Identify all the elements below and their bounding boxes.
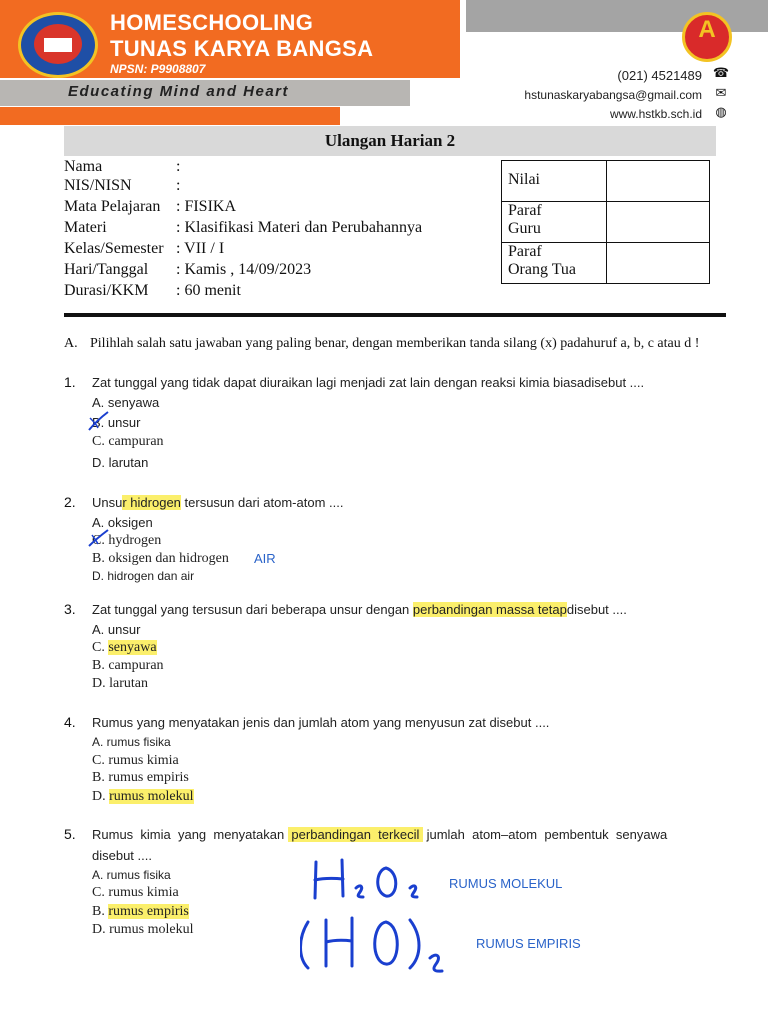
score-box-nilai (607, 161, 710, 202)
question-number: 3. (64, 601, 76, 617)
question-number: 4. (64, 714, 76, 730)
field-value: : 60 menit (176, 282, 241, 299)
npsn: NPSN: P9908807 (110, 62, 206, 76)
field-label: Hari/Tanggal (64, 261, 149, 278)
question-number: 5. (64, 826, 76, 842)
formula-h2o2 (315, 860, 417, 898)
mail-icon: ✉ (715, 86, 727, 101)
school-motto: Educating Mind and Heart (68, 83, 290, 100)
option: B. unsur (92, 415, 141, 430)
field-value: : Klasifikasi Materi dan Perubahannya (176, 219, 423, 236)
option: B. oksigen dan hidrogen (92, 551, 229, 566)
header-orange-strip (0, 107, 340, 125)
score-label-paraf-guru: Paraf Guru (502, 202, 607, 243)
answer-cross-mark (86, 528, 112, 550)
question-text: Zat tunggal yang tidak dapat diuraikan lagi menjadi zat lain dengan reaksi kimia biasadisebut .... (92, 375, 645, 390)
option: A. rumus fisika (92, 735, 171, 749)
option: D. larutan (92, 455, 149, 470)
highlight: senyawa (108, 640, 157, 655)
question-text-cont: disebut .... (92, 848, 152, 863)
field-value: : (176, 177, 181, 194)
field-nama (64, 158, 180, 176)
exam-title: Ulangan Harian 2 (324, 131, 456, 150)
question-text: Zat tunggal yang tersusun dari beberapa unsur dengan perbandingan massa tetapdisebut .... (92, 602, 627, 617)
contact-phone: (021) 4521489 (617, 68, 702, 83)
option: C. rumus kimia (92, 753, 179, 768)
option: D. hidrogen dan air (92, 569, 195, 583)
highlight: perbandingan massa tetap (412, 602, 567, 617)
question-text: Unsur hidrogen tersusun dari atom-atom .... (92, 495, 344, 510)
option: A. oksigen (92, 515, 153, 530)
globe-icon: ◍ (715, 105, 727, 120)
phone-icon: ☎ (712, 66, 730, 81)
field-value: : (176, 158, 181, 175)
question-text: Rumus kimia yang menyatakan perbandingan terkecil jumlah atom–atom pembentuk senyawa (92, 827, 668, 842)
field-hari (64, 261, 311, 279)
field-label: Mata Pelajaran (64, 198, 161, 215)
field-kelas (64, 240, 224, 258)
section-divider (64, 313, 726, 317)
option: D. rumus molekul (92, 922, 194, 937)
option: C. rumus kimia (92, 885, 179, 900)
accreditation-letter: A (698, 16, 716, 43)
school-name-line2: TUNAS KARYA BANGSA (110, 36, 374, 61)
handwritten-note: AIR (254, 551, 276, 566)
option: A. rumus fisika (92, 868, 171, 882)
score-box-paraf-ortu (607, 243, 710, 284)
handwritten-note: RUMUS MOLEKUL (449, 876, 563, 891)
handwritten-note: RUMUS EMPIRIS (476, 936, 581, 951)
school-seal-book-icon (44, 38, 72, 52)
field-durasi (64, 282, 241, 300)
score-label-nilai: Nilai (502, 161, 607, 202)
question-number: 1. (64, 374, 76, 390)
field-label: Durasi/KKM (64, 282, 149, 299)
option: C. hydrogen (92, 533, 162, 548)
option: B. rumus empiris (92, 770, 189, 785)
field-value: : VII / I (176, 240, 225, 257)
option: D. rumus molekul (92, 789, 194, 804)
option: B. campuran (92, 658, 164, 673)
school-name-line1: HOMESCHOOLING (110, 10, 314, 35)
option: C. senyawa (92, 640, 157, 655)
score-table (501, 160, 710, 284)
option: B. rumus empiris (92, 904, 189, 919)
field-label: Kelas/Semester (64, 240, 164, 257)
field-nis (64, 177, 180, 195)
highlight: perbandingan terkecil (287, 827, 423, 842)
score-box-paraf-guru (607, 202, 710, 243)
instruction-text: Pilihlah salah satu jawaban yang paling benar, dengan memberikan tanda silang (x) padahuruf a, b, c atau d ! (90, 336, 700, 351)
contact-website: www.hstkb.sch.id (609, 107, 702, 121)
field-materi (64, 219, 422, 237)
option: A. unsur (92, 622, 141, 637)
field-value: : Kamis , 14/09/2023 (176, 261, 312, 278)
score-label-paraf-ortu: Paraf Orang Tua (502, 243, 607, 284)
field-value: : FISIKA (176, 198, 237, 215)
instruction (64, 336, 699, 352)
field-label: Nama (64, 158, 103, 175)
handwritten-formulas (300, 850, 460, 980)
field-label: NIS/NISN (64, 177, 132, 194)
highlight: rumus empiris (108, 904, 189, 919)
highlight: r hidrogen (122, 495, 181, 510)
field-label: Materi (64, 219, 107, 236)
option: A. senyawa (92, 395, 160, 410)
answer-cross-mark (86, 410, 112, 432)
question-number: 2. (64, 494, 76, 510)
field-mapel (64, 198, 236, 216)
question-text: Rumus yang menyatakan jenis dan jumlah atom yang menyusun zat disebut .... (92, 715, 550, 730)
formula-ho2 (301, 918, 443, 971)
option: D. larutan (92, 676, 148, 691)
section-letter: A. (64, 336, 78, 351)
highlight: rumus molekul (109, 789, 194, 804)
contact-email: hstunaskaryabangsa@gmail.com (524, 88, 702, 102)
option: C. campuran (92, 434, 164, 449)
